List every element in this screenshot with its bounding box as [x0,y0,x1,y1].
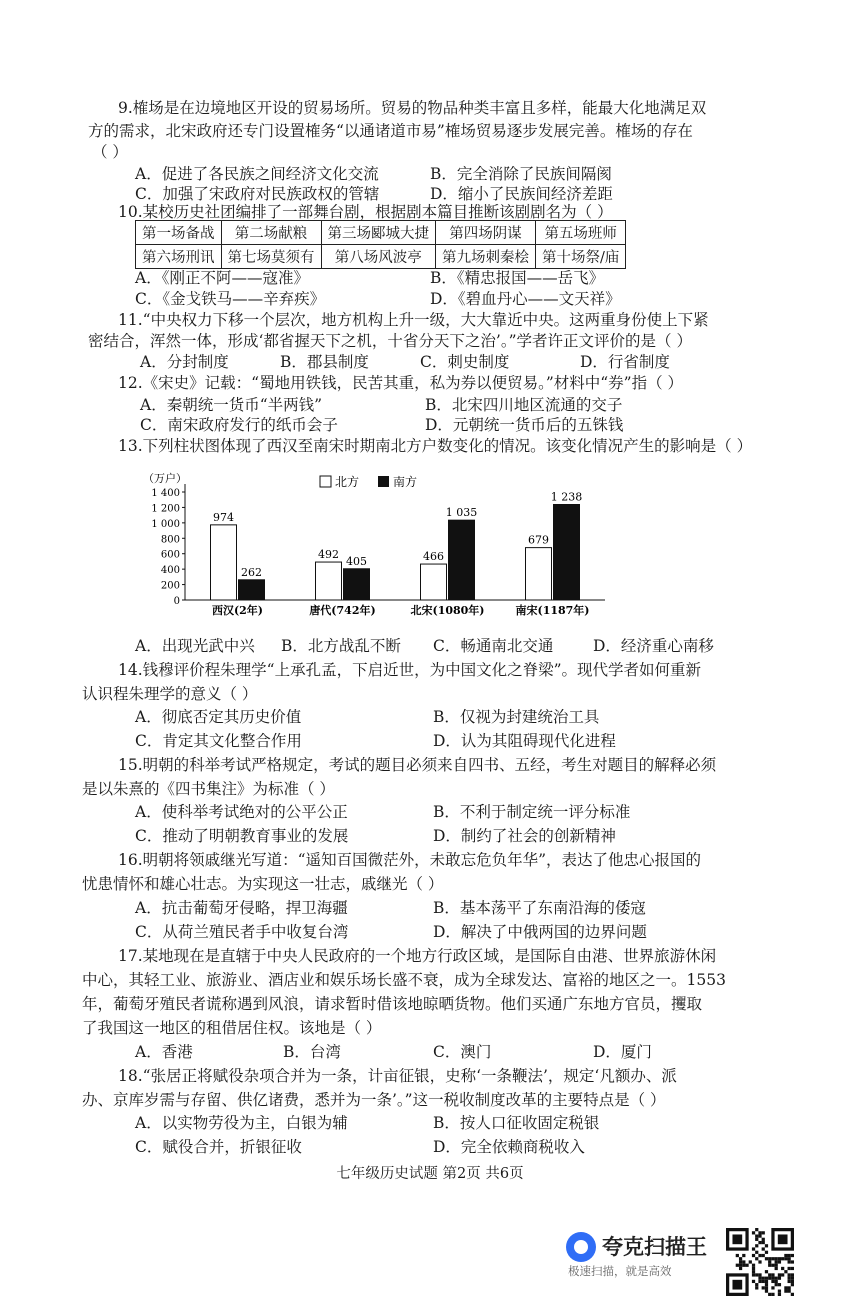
y-tick-label: 400 [160,565,180,577]
q11-line-2: 密结合，浑然一体，形成‘都省握天下之机，十省分天下之治’。”学者许正文评价的是（ ） [88,332,692,350]
q13-option-c[interactable]: C．畅通南北交通 [433,637,554,655]
q14-option-c[interactable]: C．肯定其文化整合作用 [135,732,302,750]
q9-option-d[interactable]: D．缩小了民族间经济差距 [430,185,613,203]
chart-ylabel: （万户） [143,472,187,485]
bar-north [316,562,342,600]
qr-code-icon [726,1228,794,1296]
q13-stem: 13.下列柱状图体现了西汉至南宋时期南北方户数变化的情况。该变化情况产生的影响是（ ） [118,437,753,455]
q9-line-3: （ ） [92,143,128,161]
bar-south [554,504,580,600]
scanner-watermark [566,1229,716,1278]
q16-option-c[interactable]: C．从荷兰殖民者手中收复台湾 [135,923,349,941]
q15-option-b[interactable]: B．不利于制定统一评分标准 [433,803,631,821]
q11-option-b[interactable]: B．郡县制度 [280,353,369,371]
q18-option-b[interactable]: B．按人口征收固定税银 [433,1114,600,1132]
q10-stem: 10.某校历史社团编排了一部舞台剧，根据剧本篇目推断该剧剧名为（ ） [118,203,613,221]
q14-option-d[interactable]: D．认为其阻碍现代化进程 [433,732,616,750]
table-cell: 第十场祭/庙 [536,245,626,269]
table-cell: 第五场班师 [536,221,626,245]
bar-value-label: 1 238 [550,490,583,504]
bar-value-label: 262 [241,565,262,579]
q9-line-1: 9.榷场是在边境地区开设的贸易场所。贸易的物品种类丰富且多样，能最大化地满足双 [118,99,707,117]
q15-option-c[interactable]: C．推动了明朝教育事业的发展 [135,827,349,845]
category-label: 北宋(1080年) [410,604,485,617]
y-tick-label: 200 [160,580,180,592]
table-cell: 第九场刺秦桧 [436,245,536,269]
bar-value-label: 405 [346,554,367,568]
category-label: 南宋(1187年) [515,604,590,617]
category-label: 西汉(2年) [211,604,264,617]
q18-line-2: 办、京库岁需与存留、供亿诸费，悉并为一条’。”这一税收制度改革的主要特点是（ ） [82,1091,666,1109]
table-row [136,221,626,245]
y-tick-label: 0 [173,596,180,607]
table-row [136,245,626,269]
bar-value-label: 679 [528,533,549,547]
q9-option-a[interactable]: A．促进了各民族之间经济文化交流 [135,165,379,183]
bar-south [239,580,265,600]
q11-option-c[interactable]: C．刺史制度 [420,353,510,371]
q13-option-b[interactable]: B．北方战乱不断 [281,637,401,655]
households-bar-chart [135,468,615,628]
q12-option-b[interactable]: B．北宋四川地区流通的交子 [425,396,623,414]
q18-option-a[interactable]: A．以实物劳役为主，白银为辅 [135,1114,348,1132]
q11-option-d[interactable]: D．行省制度 [580,353,670,371]
q18-option-d[interactable]: D．完全依赖商税收入 [433,1138,585,1156]
y-tick-label: 1 200 [151,503,180,515]
y-tick-label: 600 [160,549,180,561]
bar-value-label: 974 [213,510,234,524]
y-tick-label: 1 400 [151,488,180,499]
y-tick-label: 1 000 [151,518,180,530]
q17-option-a[interactable]: A．香港 [135,1043,193,1061]
legend-north-label: 北方 [335,475,360,489]
q17-line-4: 了我国这一地区的租借居住权。该地是（ ） [82,1019,382,1037]
q16-option-d[interactable]: D．解决了中俄两国的边界问题 [433,923,647,941]
q14-option-a[interactable]: A．彻底否定其历史价值 [135,708,302,726]
q9-line-2: 方的需求，北宋政府还专门设置榷务“以通诸道市易”榷场贸易逐步发展完善。榷场的存在 [88,122,693,140]
scanner-slogan: 极速扫描，就是高效 [568,1264,672,1278]
q17-line-2: 中心，其轻工业、旅游业、酒店业和娱乐场长盛不衰，成为全球发达、富裕的地区之一。1553 [82,971,726,989]
q13-option-a[interactable]: A．出现光武中兴 [135,637,255,655]
bar-south [449,520,475,600]
q10-scene-table [135,220,626,269]
chart-legend [320,474,417,489]
legend-south-label: 南方 [393,475,418,489]
bar-value-label: 492 [318,548,339,562]
bar-north [421,564,447,600]
q17-option-d[interactable]: D．厦门 [593,1043,652,1061]
q16-line-2: 忧患情怀和雄心壮志。为实现这一壮志，戚继光（ ） [82,875,444,893]
table-cell: 第七场莫须有 [221,245,321,269]
q14-line-2: 认识程朱理学的意义（ ） [82,685,258,703]
q17-option-b[interactable]: B．台湾 [283,1043,341,1061]
q11-line-1: 11.“中央权力下移一个层次，地方机构上升一级，大大靠近中央。这两重身份使上下紧 [118,311,709,329]
q17-line-3: 年，葡萄牙殖民者谎称遇到风浪，请求暂时借该地晾晒货物。他们买通广东地方官员，攫取 [82,995,703,1013]
q17-line-1: 17.某地现在是直辖于中央人民政府的一个地方行政区域，是国际自由港、世界旅游休闲 [118,947,717,965]
q15-option-d[interactable]: D．制约了社会的创新精神 [433,827,616,845]
bar-south [344,569,370,600]
q16-option-b[interactable]: B．基本荡平了东南沿海的倭寇 [433,899,646,917]
bar-north [526,548,552,600]
q9-option-c[interactable]: C．加强了宋政府对民族政权的管辖 [135,185,380,203]
table-cell: 第四场阴谋 [436,221,536,245]
y-tick-label: 800 [160,534,180,546]
q15-line-1: 15.明朝的科举考试严格规定，考试的题目必须来自四书、五经，考生对题目的解释必须 [118,756,717,774]
category-label: 唐代(742年) [309,604,376,617]
q12-option-a[interactable]: A．秦朝统一货币“半两钱” [140,396,323,414]
legend-north-swatch [320,476,331,487]
bar-value-label: 1 035 [445,506,478,520]
q18-line-1: 18.“张居正将赋役杂项合并为一条，计亩征银，史称‘一条鞭法’，规定‘凡额办、派 [118,1067,677,1085]
page-footer: 七年级历史试题 第2页 共6页 [336,1166,524,1182]
q15-option-a[interactable]: A．使科举考试绝对的公平公正 [135,803,348,821]
table-cell: 第三场郾城大捷 [321,221,436,245]
q15-line-2: 是以朱熹的《四书集注》为标准（ ） [82,780,335,798]
q18-option-c[interactable]: C．赋役合并，折银征收 [135,1138,302,1156]
q10-option-c[interactable]: C．《金戈铁马——辛弃疾》 [135,290,326,308]
table-cell: 第二场献粮 [221,221,321,245]
bar-north [211,525,237,600]
q14-option-b[interactable]: B．仅视为封建统治工具 [433,708,600,726]
q13-option-d[interactable]: D．经济重心南移 [593,637,714,655]
q12-option-c[interactable]: C．南宋政府发行的纸币会子 [140,416,338,434]
q10-option-d[interactable]: D．《碧血丹心——文天祥》 [430,290,621,308]
q11-option-a[interactable]: A．分封制度 [140,353,229,371]
legend-south-swatch [378,476,389,487]
q9-option-b[interactable]: B．完全消除了民族间隔阂 [430,165,612,183]
q14-line-1: 14.钱穆评价程朱理学“上承孔孟，下启近世，为中国文化之脊梁”。现代学者如何重新 [118,661,702,679]
table-cell: 第一场备战 [136,221,222,245]
scanner-logo-icon [566,1232,596,1262]
q17-option-c[interactable]: C．澳门 [433,1043,492,1061]
table-cell: 第六场刑讯 [136,245,222,269]
bar-value-label: 466 [423,550,444,564]
scanner-brand-name: 夸克扫描王 [602,1235,707,1259]
q12-option-d[interactable]: D．元朝统一货币后的五铢钱 [425,416,624,434]
q10-option-a[interactable]: A．《刚正不阿——寇准》 [135,269,309,287]
q12-stem: 12.《宋史》记载：“蜀地用铁钱，民苦其重，私为券以便贸易。”材料中“券”指（ ） [118,374,684,392]
q10-option-b[interactable]: B．《精忠报国——岳飞》 [430,269,605,287]
q16-line-1: 16.明朝将领戚继光写道：“遥知百国微茫外，未敢忘危负年华”，表达了他忠心报国的 [118,851,702,869]
q16-option-a[interactable]: A．抗击葡萄牙侵略，捍卫海疆 [135,899,348,917]
table-cell: 第八场风波亭 [321,245,436,269]
